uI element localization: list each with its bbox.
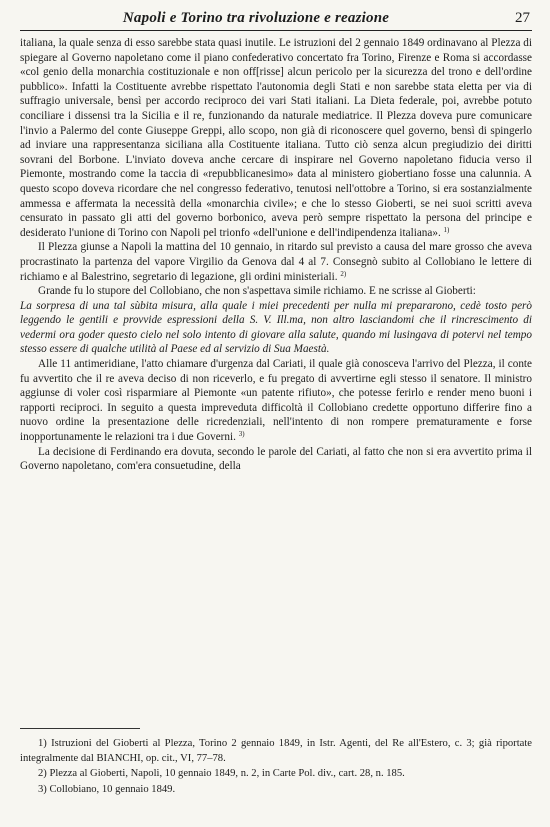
block-quote: La sorpresa di una tal sùbita misura, alla quale i miei precedenti per nulla mi prepararono, cedè tosto però leggendo le gentili e provvide espressioni della S. V. Ill.ma, non altro lasciandomi che il rincrescimento di vedermi ora goder questo cielo nel solo intento di giovare alla salute, quando mi lusingava di potervi nel tempo stesso essere di qualche utilità al Paese ed al servizio di Sua Maestà. xyxy=(20,299,532,356)
paragraph-text: Il Plezza giunse a Napoli la mattina del 10 gennaio, in ritardo sul previsto a causa del mare grosso che aveva procrastinato la partenza del vapore Virgilio da Genova dal 4 al 7. Consegnò subito al Collobiano le lettere di richiamo e al Balestrino, segretario di legazione, gli ordini ministeriali. xyxy=(20,241,532,283)
paragraph xyxy=(20,357,532,445)
running-title: Napoli e Torino tra rivoluzione e reazione xyxy=(122,10,390,26)
footnotes xyxy=(20,736,532,797)
footnote-separator xyxy=(20,728,140,729)
paragraph-text: italiana, la quale senza di esso sarebbe stata quasi inutile. Le istruzioni del 2 gennaio 1849 ordinavano al Plezza di spiegare al Governo napoletano come il piano confederativo concertato fra Torino, Firenze e Roma si accordasse «col genio della monarchia costituzionale e non off[risse] alcun pericolo per la sicurezza del trono e dell'ordine pubblico». Infatti la Costituente avrebbe rispettato l'autonomia degli Stati e non sarebbe stata eletta per via di suffragio universale, bensì per accordo reciproco dei vari Stati italiani. La Dieta federale, poi, avrebbe potuto conciliare i dissensi tra la Sicilia e il re, funzionando da naturale mediatrice. Il Plezza doveva pure comunicare l'invio a Palermo del conte Giuseppe Greppi, allo scopo, non già di riconoscere quel governo, bensì di spingerlo ad inviare una rappresentanza siciliana alla Costituente italiana. Tutto ciò senza alcun pregiudizio dei diritti sovrani del Borbone. L'inviato doveva anche cercare di inspirare nel Governo napoletano fiducia verso il Piemonte, mostrando come la taccia di «repubblicanesimo» data al ministero giobertiano fosse una calunnia. A questo scopo doveva ricordare che nel congresso federativo, tenutosi nell'ottobre a Torino, si era sostanzialmente ammessa e affermata la necessità della «monarchia civile»; e che lo stesso Gioberti, se nei suoi scritti aveva censurato in passato gli atti del governo borbonico, aveva però sempre rispettato la persona del principe e desiderato l'unione di Torino con Napoli pel trionfo «dell'unione e dell'indipendenza italiana». xyxy=(20,37,532,239)
paragraph: Grande fu lo stupore del Collobiano, che non s'aspettava simile richiamo. E ne scrisse al Gioberti: xyxy=(38,285,476,298)
paragraph: La decisione di Ferdinando era dovuta, secondo le parole del Cariati, al fatto che non si era avvertito prima il Governo napoletano, com'era consuetudine, della xyxy=(20,445,532,473)
footnote: 2) Plezza al Gioberti, Napoli, 10 gennaio 1849, n. 2, in Carte Pol. div., cart. 28, n. 185. xyxy=(38,768,405,780)
footnote: 3) Collobiano, 10 gennaio 1849. xyxy=(38,783,176,795)
page-number: 27 xyxy=(515,10,530,26)
footnote-marker: 3) xyxy=(238,430,245,439)
paragraph xyxy=(20,240,532,284)
paragraph-text: Alle 11 antimeridiane, l'atto chiamare d'urgenza dal Cariati, il quale già conosceva l'arrivo del Plezza, il conte fu avvertito che il re aveva deciso di non riceverlo, e fu pregato di avvertirne egli stesso il senatore. Il ministro aggiunse di voler così risparmiare al Piemonte «un patente rifiuto», che potesse ferirlo e render meno buoni i rapporti reciproci. In seguito a questa impreveduta difficoltà il Collobiano credette opportuno differire fino a nuovo ordine la presentazione delle ricredenziali, nell'intento di non rompere prematuramente e forse inopportunamente le relazioni tra i due Governi. xyxy=(20,358,532,444)
paragraph xyxy=(20,36,532,240)
main-text xyxy=(20,36,532,474)
footnote: 1) Istruzioni del Gioberti al Plezza, Torino 2 gennaio 1849, in Istr. Agenti, del Re all'Estero, c. 3; già riportate integralmente dal BIANCHI, op. cit., VI, 77–78. xyxy=(20,738,532,765)
footnote-marker: 2) xyxy=(340,269,347,278)
footnote-marker: 1) xyxy=(443,225,450,234)
running-header xyxy=(20,8,532,31)
